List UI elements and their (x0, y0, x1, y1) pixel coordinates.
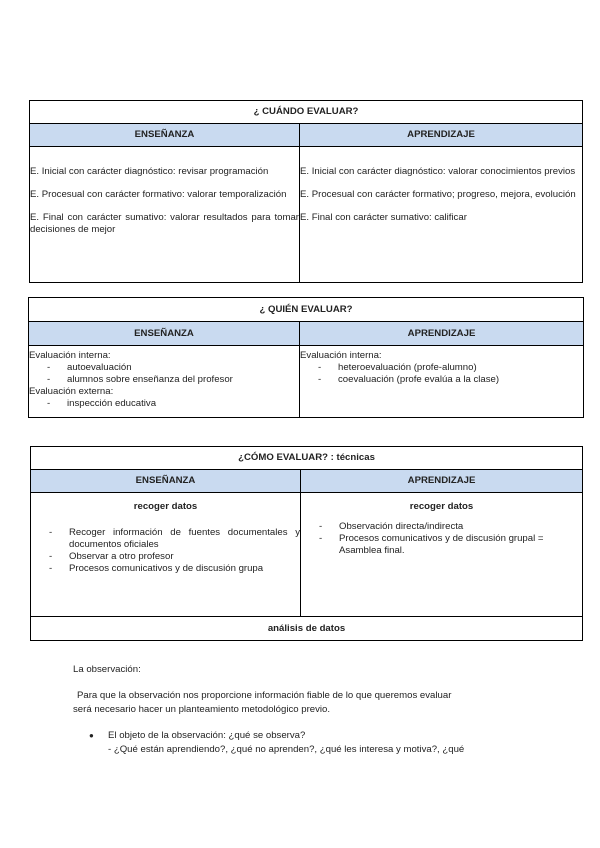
bullet-text: El objeto de la observación: ¿qué se observa? (108, 730, 306, 741)
cuando-aprendizaje-cell (300, 147, 583, 283)
como-aprendizaje-subtitle: recoger datos (409, 501, 474, 512)
cuando-aprendizaje-item: E. Procesual con carácter formativo; progreso, mejora, evolución (300, 189, 576, 200)
cuando-ensenanza-cell (30, 147, 300, 283)
list-item: - inspección educativa (29, 398, 299, 410)
list-item: - Observar a otro profesor (31, 551, 300, 563)
cuando-ensenanza-item: E. Inicial con carácter diagnóstico: revisar programación (30, 166, 269, 177)
quien-ensenanza-label-externa: Evaluación externa: (29, 386, 114, 397)
quien-aprendizaje-cell (300, 346, 584, 418)
como-table (30, 446, 583, 641)
quien-title: ¿ QUIÉN EVALUAR? (29, 298, 584, 322)
quien-aprendizaje-label-interna: Evaluación interna: (300, 350, 382, 361)
list-item: - Procesos comunicativos y de discusión grupa (31, 563, 300, 575)
observation-paragraph-line-1: Para que la observación nos proporcione información fiable de lo que queremos evaluar (77, 690, 452, 701)
cuando-aprendizaje-item: E. Final con carácter sumativo: calificar (300, 212, 467, 223)
list-item: - coevaluación (profe evalúa a la clase) (300, 374, 583, 386)
como-col-aprendizaje: APRENDIZAJE (301, 470, 583, 493)
observation-paragraph-line-2: será necesario hacer un planteamiento metodológico previo. (73, 704, 331, 715)
cuando-title: ¿ CUÁNDO EVALUAR? (30, 101, 583, 124)
cuando-col-ensenanza: ENSEÑANZA (30, 124, 300, 147)
cuando-table (29, 100, 583, 283)
quien-col-aprendizaje: APRENDIZAJE (300, 322, 584, 346)
como-col-ensenanza: ENSEÑANZA (31, 470, 301, 493)
list-item: - Recoger información de fuentes documentales y documentos oficiales (31, 527, 300, 551)
cuando-aprendizaje-item: E. Inicial con carácter diagnóstico: valorar conocimientos previos (300, 166, 576, 177)
cuando-ensenanza-item: E. Procesual con carácter formativo: valorar temporalización (30, 189, 287, 200)
list-item: - Observación directa/indirecta (301, 521, 582, 533)
list-item: - Procesos comunicativos y de discusión grupal = Asamblea final. (301, 533, 582, 557)
como-title: ¿CÓMO EVALUAR? : técnicas (31, 447, 583, 470)
list-item: - autoevaluación (29, 362, 299, 374)
list-item: - alumnos sobre enseñanza del profesor (29, 374, 299, 386)
cuando-col-aprendizaje: APRENDIZAJE (300, 124, 583, 147)
como-ensenanza-subtitle: recoger datos (133, 501, 198, 512)
quien-ensenanza-cell (29, 346, 300, 418)
cuando-ensenanza-item: E. Final con carácter sumativo: valorar resultados para tomar decisiones de mejor (30, 212, 299, 235)
quien-ensenanza-label-interna: Evaluación interna: (29, 350, 111, 361)
como-ensenanza-cell (31, 493, 301, 617)
quien-table (28, 297, 584, 418)
bullet-icon: ● (89, 731, 94, 740)
observation-heading: La observación: (73, 664, 141, 675)
bullet-subtext: - ¿Qué están aprendiendo?, ¿qué no aprenden?, ¿qué les interesa y motiva?, ¿qué (108, 744, 465, 755)
como-footer: análisis de datos (31, 617, 583, 641)
list-item: - heteroevaluación (profe-alumno) (300, 362, 583, 374)
quien-col-ensenanza: ENSEÑANZA (29, 322, 300, 346)
como-aprendizaje-cell (301, 493, 583, 617)
